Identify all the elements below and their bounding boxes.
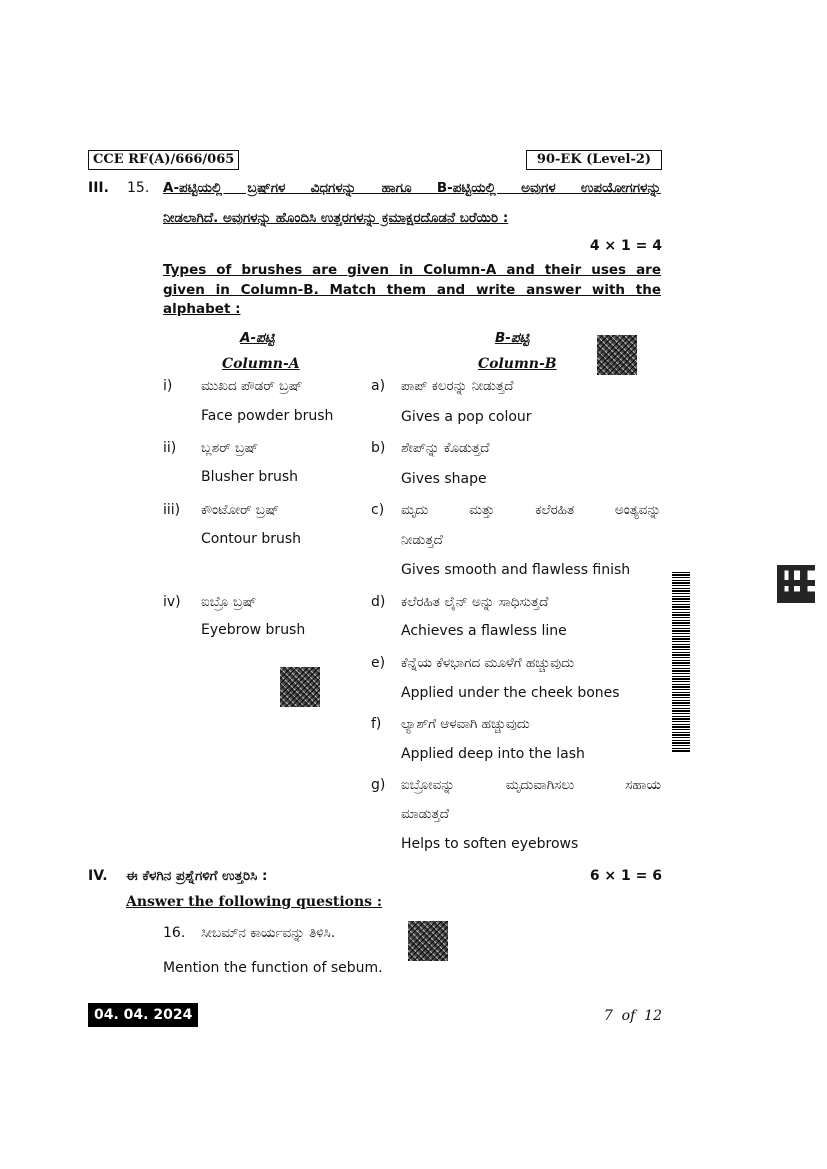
column-b-header: Column-B	[478, 356, 557, 372]
col-b-num-b: b)	[371, 440, 386, 456]
col-a-num-3: iii)	[163, 502, 181, 518]
col-b-kn-e: ಕೆನ್ನೆಯ ಕೆಳಭಾಗದ ಮೂಳೆಗೆ ಹಚ್ಚುವುದು	[401, 655, 575, 671]
col-a-en-1: Face powder brush	[201, 408, 334, 424]
column-b-kannada-header: B-ಪಟ್ಟಿ	[495, 330, 530, 346]
barcode-icon	[672, 572, 690, 752]
col-b-en-g: Helps to soften eyebrows	[401, 836, 579, 852]
col-a-kn-3: ಕೌಂಟೋರ್ ಬ್ರಷ್	[201, 502, 280, 518]
col-a-kn-2: ಬ್ಲಶರ್ ಬ್ರಷ್	[201, 440, 259, 456]
exam-date: 04. 04. 2024	[88, 1003, 198, 1027]
col-a-num-1: i)	[163, 378, 173, 394]
col-b-num-c: c)	[371, 502, 385, 518]
q15-english-line-1: Types of brushes are given in Column-A and their uses are	[163, 262, 661, 278]
qr-code-icon	[597, 335, 637, 375]
col-b-kn-c-2: ನೀಡುತ್ತದೆ	[401, 532, 443, 548]
col-a-en-2: Blusher brush	[201, 469, 299, 485]
qr-code-icon	[408, 921, 448, 961]
qr-code-icon	[777, 565, 815, 603]
col-b-kn-g: ಐಬ್ರೋವನ್ನು ಮೃದುವಾಗಿಸಲು ಸಹಾಯ	[401, 777, 661, 793]
col-b-num-g: g)	[371, 777, 386, 793]
col-b-num-a: a)	[371, 378, 386, 394]
col-b-kn-f: ಲ್ಯಾಶ್‌ಗೆ ಆಳವಾಗಿ ಹಚ್ಚುವುದು	[401, 716, 530, 732]
question-number-16: 16.	[163, 925, 186, 941]
col-b-en-d: Achieves a flawless line	[401, 623, 567, 639]
column-a-header: Column-A	[222, 356, 300, 372]
section-number-iv: IV.	[88, 868, 108, 884]
col-b-en-b: Gives shape	[401, 471, 487, 487]
col-a-kn-1: ಮುಖದ ಪೌಡರ್ ಬ್ರಷ್	[201, 378, 303, 394]
col-b-num-d: d)	[371, 594, 386, 610]
section-iv-marks: 6 × 1 = 6	[589, 868, 662, 884]
page-number: 7 of 12	[603, 1008, 662, 1024]
col-b-kn-c: ಮೃದು ಮತ್ತು ಕಲೆರಹಿತ ಅಂತ್ಯವನ್ನು	[401, 502, 661, 518]
col-b-en-a: Gives a pop colour	[401, 409, 532, 425]
qr-code-icon	[280, 667, 320, 707]
col-a-en-4: Eyebrow brush	[201, 622, 306, 638]
col-b-kn-b: ಶೇಪ್‌ನ್ನು ಕೊಡುತ್ತದೆ	[401, 440, 490, 456]
col-b-en-c: Gives smooth and flawless finish	[401, 562, 631, 578]
q16-kannada: ಸೀಬಮ್‌ನ ಕಾರ್ಯವನ್ನು ತಿಳಿಸಿ.	[201, 925, 336, 941]
paper-code-right: 90-EK (Level-2)	[526, 150, 662, 170]
q15-english-line-2: given in Column-B. Match them and write answer with the	[163, 282, 661, 298]
col-b-kn-g-2: ಮಾಡುತ್ತದೆ	[401, 806, 450, 822]
col-a-kn-4: ಐಬ್ರೊ ಬ್ರಷ್	[201, 594, 257, 610]
col-b-num-e: e)	[371, 655, 386, 671]
col-b-kn-a: ಪಾಪ್ ಕಲರನ್ನು ನೀಡುತ್ತದೆ	[401, 378, 514, 394]
col-a-num-4: iv)	[163, 594, 181, 610]
section-iv-kannada-instruction: ಈ ಕೆಳಗಿನ ಪ್ರಶ್ನೆಗಳಿಗೆ ಉತ್ತರಿಸಿ :	[126, 868, 268, 884]
col-b-en-e: Applied under the cheek bones	[401, 685, 620, 701]
question-number-15: 15.	[127, 180, 150, 196]
col-b-kn-d: ಕಲೆರಹಿತ ಲೈನ್ ಅನ್ನು ಸಾಧಿಸುತ್ತದೆ	[401, 594, 549, 610]
col-a-num-2: ii)	[163, 440, 177, 456]
q15-kannada-line-1: A-ಪಟ್ಟಿಯಲ್ಲಿ ಬ್ರಷ್‌ಗಳ ವಿಧಗಳನ್ನು ಹಾಗೂ B-ಪಟ್ಟಿಯಲ್ಲಿ ಅವುಗಳ ಉಪಯೋಗಗಳನ್ನು	[163, 180, 661, 196]
paper-code-left: CCE RF(A)/666/065	[88, 150, 239, 170]
section-number-iii: III.	[88, 180, 109, 196]
col-a-en-3: Contour brush	[201, 531, 302, 547]
q16-english: Mention the function of sebum.	[163, 960, 383, 976]
column-a-kannada-header: A-ಪಟ್ಟಿ	[240, 330, 275, 346]
col-b-num-f: f)	[371, 716, 382, 732]
q15-kannada-line-2: ನೀಡಲಾಗಿದೆ. ಅವುಗಳನ್ನು ಹೊಂದಿಸಿ ಉತ್ತರಗಳನ್ನು ಕ್ರಮಾಕ್ಷರದೊಡನೆ ಬರೆಯಿರಿ :	[163, 210, 509, 226]
q15-english-line-3: alphabet :	[163, 301, 241, 317]
col-b-en-f: Applied deep into the lash	[401, 746, 585, 762]
q15-marks: 4 × 1 = 4	[589, 238, 662, 254]
section-iv-english-instruction: Answer the following questions :	[126, 894, 383, 910]
